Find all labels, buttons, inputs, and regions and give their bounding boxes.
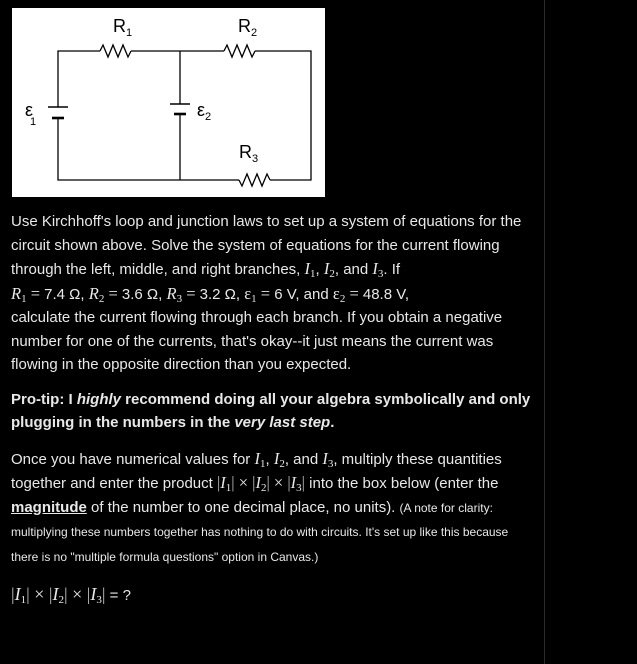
value-e1: $\varepsilon_1 = 6$ V <box>244 283 296 305</box>
label-r2: $R_2$ <box>238 16 258 39</box>
resistor-r3 <box>239 174 270 186</box>
wire-right <box>255 51 311 180</box>
wire-top-left <box>58 51 100 105</box>
answer-prompt: $|I_1| \times |I_2| \times |I_3|$ = ? <box>11 584 131 606</box>
circuit-diagram <box>12 8 325 197</box>
clarity-note: (A note for clarity: multiplying these numbers together has nothing to do with circuits. It's set up like this because there is no "multiple formula questions" option in Canvas.) <box>11 500 509 564</box>
label-r1: $R_1$ <box>113 16 133 39</box>
resistor-r2 <box>224 45 255 57</box>
problem-text: Use Kirchhoff's loop and junction laws to set up a system of equations for the circuit shown above. Solve the system of equations for the current flowing through the left, middle, and right branches, $I_1$, $I_2$, and $I_3$. If $R_1 = 7.4$ Ω, $R_2 = 3.6$ Ω, $R_3 = 3.2$ Ω, $\varepsilon_1 = 6$ V, and $\varepsilon_2 = 48.8$ V, calculate the current flowing through each branch. If you obtain a negative number for one of the currents, that's okay--it just means the current was flowing in the opposite direction than you expected. <box>11 213 522 373</box>
value-r2: $R_2 = 3.6$ Ω <box>88 283 159 305</box>
protip-text: Pro-tip: I highly recommend doing all your algebra symbolically and only plugging in the numbers in the very last step. <box>11 390 531 431</box>
label-e2: $\varepsilon_2$ <box>197 100 212 123</box>
question-body <box>11 210 531 608</box>
panel-divider <box>544 0 545 664</box>
instructions-text: Once you have numerical values for $I_1$, $I_2$, and $I_3$, multiply these quantities together and enter the product $|I_1| \times |I_2| \times |I_3|$ into the box below (enter the magnitude of the number to one decimal place, no units). (A note for clarity: multiplying these numbers together has nothing to do with circuits. It's set up like this because there is no "multiple formula questions" option in Canvas.) <box>11 448 509 564</box>
label-e1: ε 1 <box>25 100 37 128</box>
value-r3: $R_3 = 3.2$ Ω <box>166 283 236 305</box>
wire-bottom <box>58 121 239 180</box>
resistor-r1 <box>100 45 131 57</box>
value-e2: $\varepsilon_2 = 48.8$ V <box>332 283 405 305</box>
battery-e1 <box>48 107 68 118</box>
battery-e2 <box>170 104 190 114</box>
circuit-svg <box>12 8 325 197</box>
label-r3: $R_3$ <box>239 142 259 165</box>
value-r1: $R_1 = 7.4$ Ω <box>11 283 81 305</box>
